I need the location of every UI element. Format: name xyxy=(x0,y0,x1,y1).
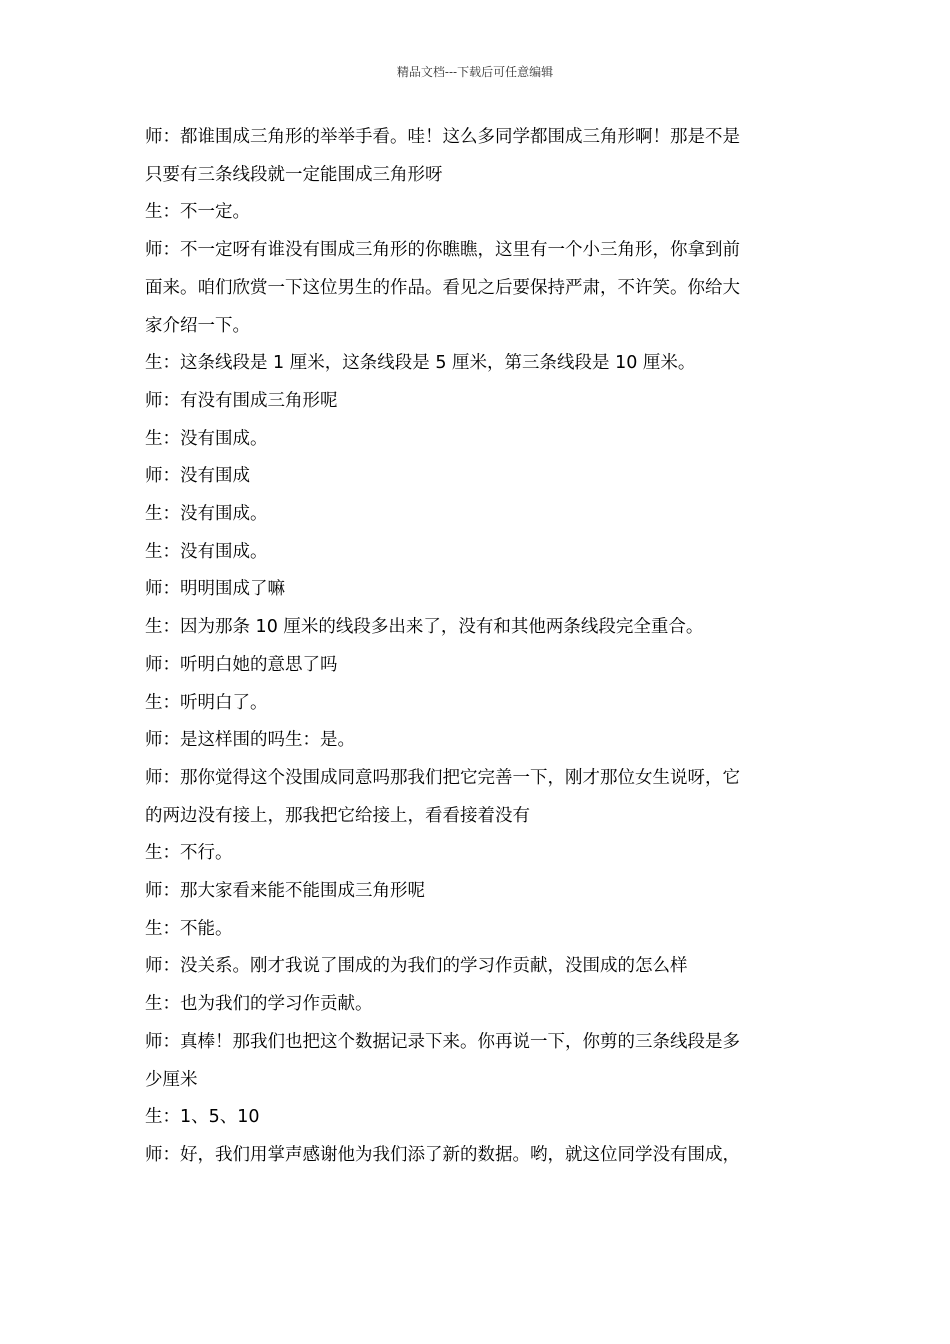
dialogue-line: 师：真棒！那我们也把这个数据记录下来。你再说一下，你剪的三条线段是多 xyxy=(145,1031,740,1052)
body-text xyxy=(145,119,810,1175)
dialogue-line: 师：没关系。刚才我说了围成的为我们的学习作贡献，没围成的怎么样 xyxy=(145,956,688,977)
dialogue-line: 生：因为那条 10 厘米的线段多出来了，没有和其他两条线段完全重合。 xyxy=(145,617,704,638)
dialogue-line: 师：听明白她的意思了吗 xyxy=(145,654,338,675)
dialogue-line: 的两边没有接上，那我把它给接上，看看接着没有 xyxy=(145,805,530,826)
dialogue-line: 生：这条线段是 1 厘米，这条线段是 5 厘米，第三条线段是 10 厘米。 xyxy=(145,353,696,374)
dialogue-line: 生：1、5、10 xyxy=(145,1107,260,1128)
dialogue-line: 生：不行。 xyxy=(145,843,233,864)
dialogue-line: 生：没有围成。 xyxy=(145,504,268,525)
dialogue-line: 生：没有围成。 xyxy=(145,428,268,449)
dialogue-line: 家介绍一下。 xyxy=(145,315,250,336)
dialogue-line: 生：听明白了。 xyxy=(145,692,268,713)
page-header: 精品文档---下载后可任意编辑 xyxy=(396,65,554,79)
dialogue-line: 师：是这样围的吗生：是。 xyxy=(145,730,355,751)
dialogue-line: 师：那大家看来能不能围成三角形呢 xyxy=(145,881,425,902)
dialogue-line: 生：不一定。 xyxy=(145,202,250,223)
dialogue-line: 师：明明围成了嘛 xyxy=(145,579,285,600)
dialogue-line: 师：好，我们用掌声感谢他为我们添了新的数据。哟，就这位同学没有围成， xyxy=(145,1144,740,1165)
dialogue-line: 师：不一定呀有谁没有围成三角形的你瞧瞧，这里有一个小三角形，你拿到前 xyxy=(145,240,740,261)
dialogue-line: 生：也为我们的学习作贡献。 xyxy=(145,994,373,1015)
dialogue-line: 师：都谁围成三角形的举举手看。哇！这么多同学都围成三角形啊！那是不是 xyxy=(145,127,740,147)
dialogue-line: 少厘米 xyxy=(145,1069,198,1090)
dialogue-line: 师：没有围成 xyxy=(145,466,250,487)
dialogue-line: 生：不能。 xyxy=(145,918,233,939)
dialogue-line: 师：那你觉得这个没围成同意吗那我们把它完善一下，刚才那位女生说呀，它 xyxy=(145,767,740,788)
dialogue-line: 师：有没有围成三角形呢 xyxy=(145,390,338,411)
dialogue-line: 生：没有围成。 xyxy=(145,541,268,562)
dialogue-line: 面来。咱们欣赏一下这位男生的作品。看见之后要保持严肃，不许笑。你给大 xyxy=(145,277,740,298)
dialogue-line: 只要有三条线段就一定能围成三角形呀 xyxy=(145,164,443,185)
